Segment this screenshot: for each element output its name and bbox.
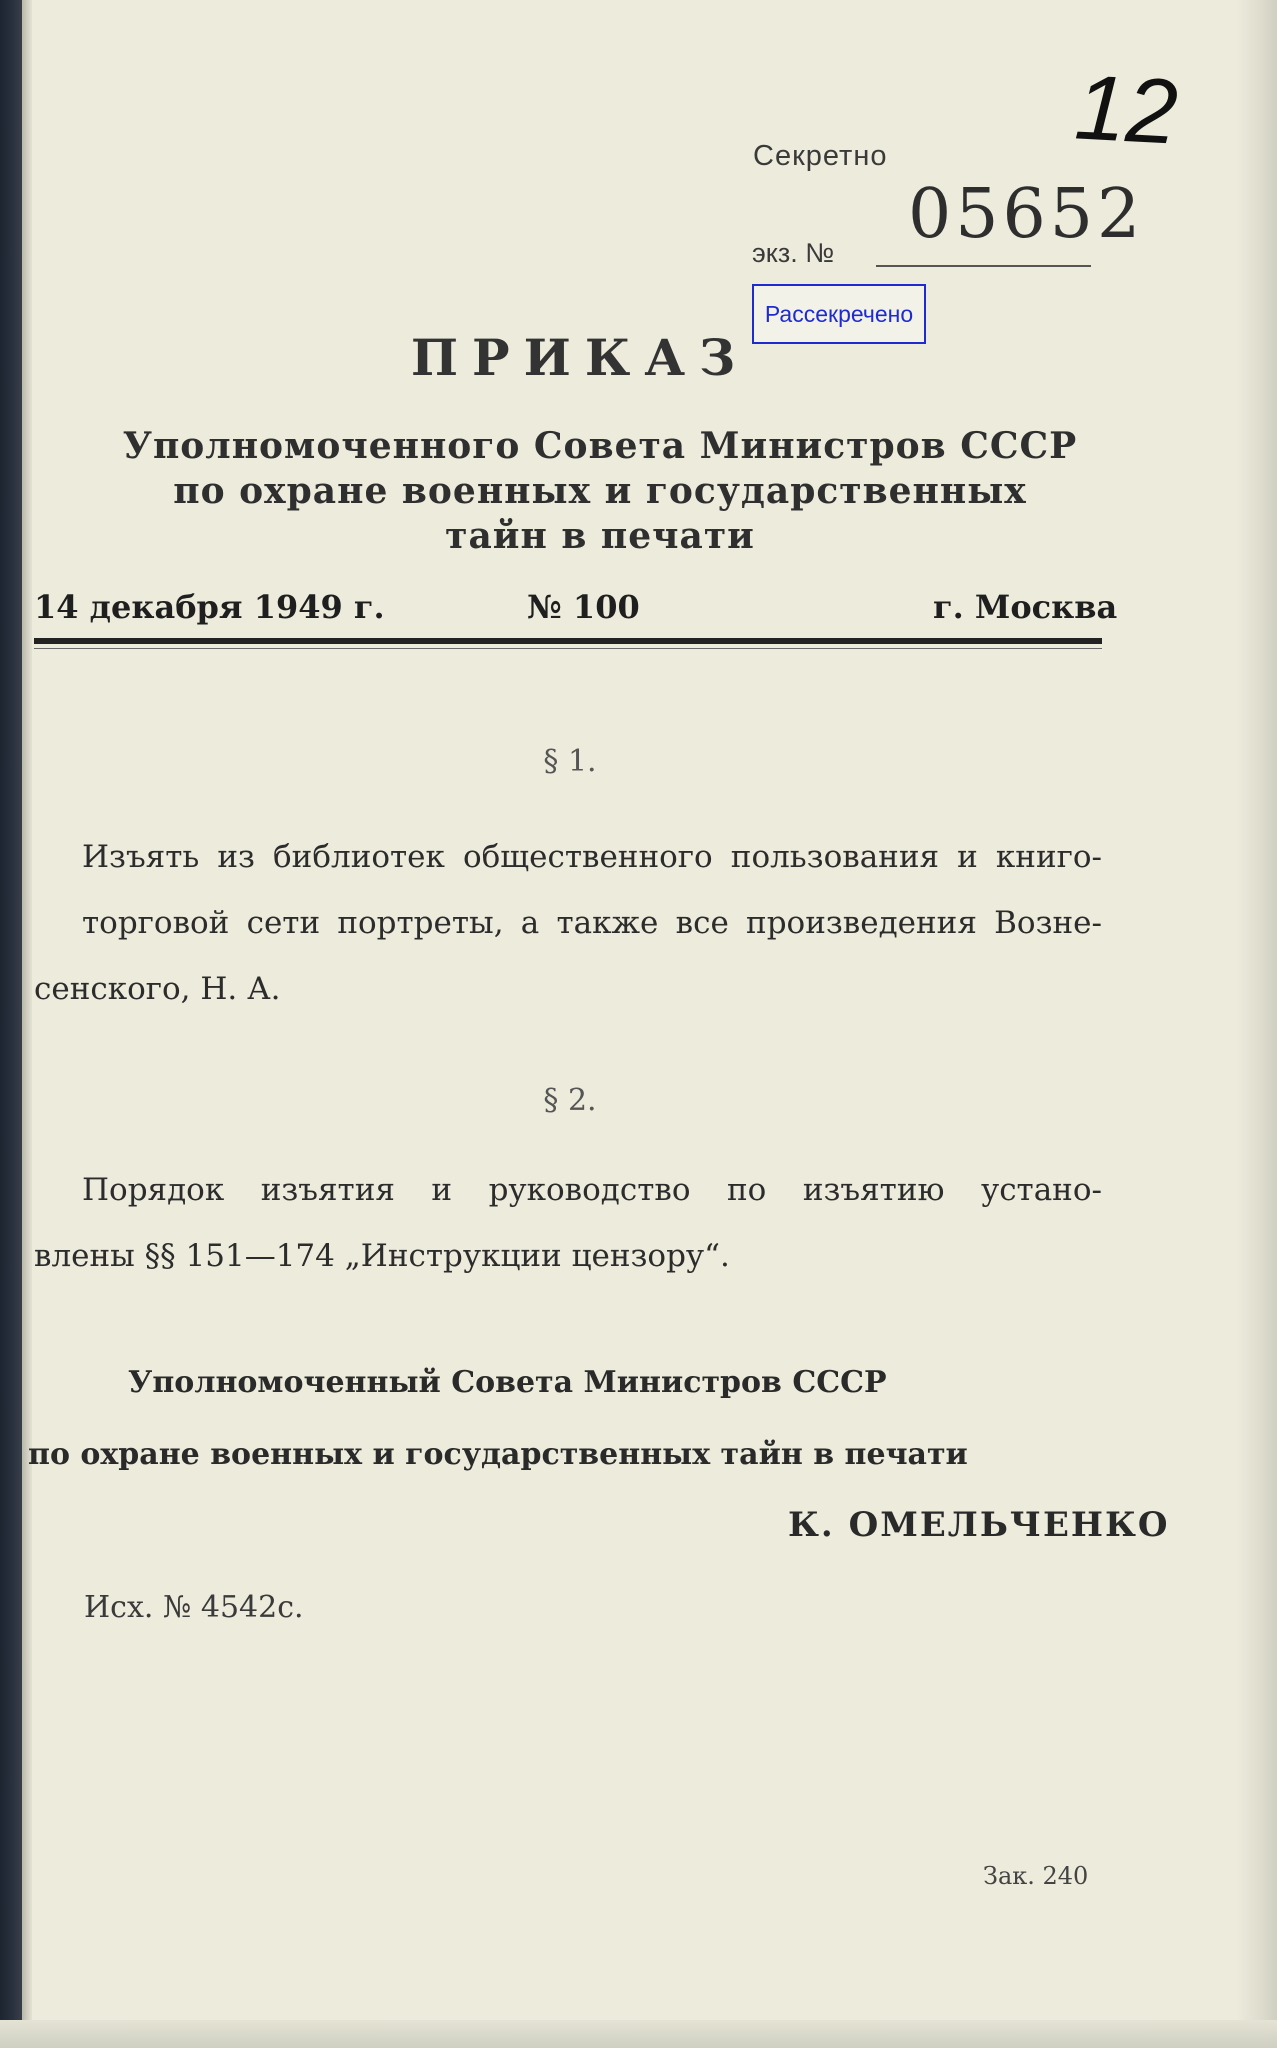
outgoing-number: Исх. № 4542с. [84,1590,304,1625]
section-mark-1: § 1. [543,744,597,779]
order-date: 14 декабря 1949 г. [34,588,385,626]
handwritten-folio-number: 12 [1072,56,1180,164]
declassified-stamp: Рассекречено [752,284,926,344]
section-2-line-1: Порядок изъятия и руководство по изъятию устано- [82,1172,1102,1208]
section-2-line-2: влены §§ 151—174 „Инструкции цензору“. [34,1238,730,1274]
header-rule-thin [34,648,1102,649]
section-1-line-3: сенского, Н. А. [34,971,281,1007]
section-1-line-1: Изъять из библиотек общественного пользования и книго- [82,839,1102,875]
section-1-line-2: торговой сети портреты, а также все произведения Возне- [82,905,1102,941]
paper-left-edge [22,0,32,2048]
signatory-position-line-2: по охране военных и государственных тайн в печати [28,1437,968,1472]
classification-label: Секретно [753,140,888,172]
issuer-line-1: Уполномоченного Совета Министров СССР [122,425,1078,467]
signatory-name: К. ОМЕЛЬЧЕНКО [788,1505,1170,1545]
order-place: г. Москва [933,588,1118,626]
document-title: ПРИКАЗ [410,328,750,387]
section-mark-2: § 2. [543,1083,597,1118]
paper-bottom-edge [0,2020,1277,2048]
signatory-position-line-1: Уполномоченный Совета Министров СССР [128,1365,887,1400]
header-rule [34,638,1102,644]
issuer-line-3: тайн в печати [445,515,755,557]
copy-number-label: экз. № [752,238,835,268]
print-order-reference: Зак. 240 [983,1862,1089,1890]
paper-right-edge [1237,0,1277,2048]
issuer-line-2: по охране военных и государственных [173,470,1027,512]
folder-binding [0,0,22,2048]
copy-number-underline [876,265,1091,267]
order-number: № 100 [527,588,640,626]
copy-number-value: 05652 [908,175,1145,254]
